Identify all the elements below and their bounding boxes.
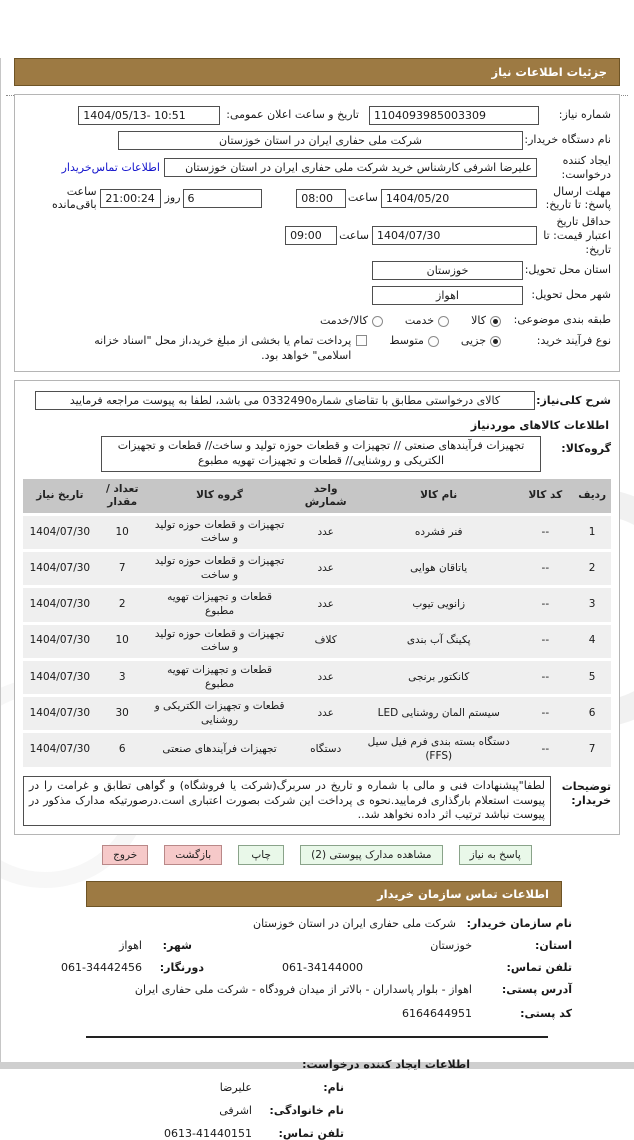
table-cell: 6 [97, 733, 148, 766]
price-validity-hour-field[interactable]: 09:00 [285, 226, 337, 245]
goods-table-body [23, 516, 611, 767]
time-remaining-field[interactable]: 21:00:24 [100, 189, 161, 208]
radio-option-goods-service[interactable] [320, 314, 383, 327]
table-row [23, 625, 611, 658]
goods-group-label: گروه‌کالا: [561, 441, 611, 455]
contact-org-row [20, 917, 572, 930]
creator-info-block [0, 1081, 344, 1140]
table-cell: 2 [97, 588, 148, 621]
table-cell: قطعات و تجهیزات تهویه مطبوع [148, 588, 292, 621]
goods-table-header-cell: گروه کالا [148, 479, 292, 513]
goods-table [23, 476, 611, 770]
request-creator-field[interactable]: علیرضا اشرفی کارشناس خرید شرکت ملی حفاری ایران در استان خوزستان [164, 158, 537, 177]
table-cell: کلاف [291, 625, 360, 658]
table-cell: دستگاه بسته بندی فرم فیل سیل (FFS) [360, 733, 517, 766]
treasury-payment-option[interactable] [67, 334, 367, 363]
process-type-row [23, 334, 611, 363]
table-cell: 1404/07/30 [23, 661, 97, 694]
request-creator-row [23, 154, 611, 182]
contact-phone-fax-row [20, 961, 572, 974]
contact-postal-label: کد پستی: [520, 1007, 572, 1021]
table-cell: 7 [573, 733, 611, 766]
table-row [23, 552, 611, 585]
table-cell: 6 [573, 697, 611, 730]
need-number-label: شماره نیاز: [558, 108, 611, 122]
table-cell: عدد [291, 552, 360, 585]
table-row [23, 661, 611, 694]
table-cell: دستگاه [291, 733, 360, 766]
buyer-notes-field[interactable]: لطفا"پیشنهادات فنی و مالی با شماره و تاریخ در سربرگ(شرکت یا فروشگاه) و گواهی تطابق و غرامت را در پیوست استعلام بارگذاری فرمایید.نحوه ی پرداخت این شرکت بصورت اعتباری است.درصورتیکه مدارک مذکور در پیوست نباشد ترتیب اثر داده نخواهد شد.. [23, 776, 551, 827]
contact-province-city-row [20, 939, 572, 952]
goods-table-header-row [23, 479, 611, 513]
print-button[interactable]: چاپ [238, 845, 284, 865]
radio-icon[interactable] [438, 316, 449, 327]
need-description-field[interactable]: کالای درخواستی مطابق با تقاضای شماره0332490 می باشد، لطفا به پیوست مراجعه فرمایید [35, 391, 535, 410]
table-cell: قطعات و تجهیزات تهویه مطبوع [148, 661, 292, 694]
contact-phone-value: 061-34144000 [282, 961, 363, 975]
table-cell: 1404/07/30 [23, 516, 97, 549]
contact-divider [86, 1036, 548, 1038]
table-cell: 3 [97, 661, 148, 694]
process-type-label: نوع فرآیند خرید: [536, 334, 611, 348]
contact-org-label: نام سازمان خریدار: [466, 917, 572, 931]
radio-icon[interactable] [490, 336, 501, 347]
creator-last-name-value: اشرفی [219, 1104, 252, 1118]
table-cell: 1404/07/30 [23, 733, 97, 766]
contact-city-label: شهر: [162, 939, 192, 953]
goods-info-heading: اطلاعات کالاهای موردنیاز [470, 418, 609, 432]
price-validity-hour-label: ساعت [339, 228, 369, 242]
delivery-city-label: شهر محل تحویل: [531, 288, 611, 302]
request-creator-label: ایجاد کننده درخواست: [561, 154, 611, 181]
buyer-org-row [23, 129, 611, 151]
creator-info-heading: اطلاعات ایجاد کننده درخواست: [302, 1058, 470, 1072]
table-cell: 1404/07/30 [23, 625, 97, 658]
contact-fax-label: دورنگار: [159, 961, 204, 975]
contact-city-value: اهواز [119, 939, 142, 953]
table-cell: یاتاقان هوایی [360, 552, 517, 585]
table-cell: 5 [573, 661, 611, 694]
days-label: روز [164, 191, 181, 205]
creator-last-name-label: نام خانوادگی: [269, 1104, 344, 1118]
reply-deadline-row [23, 185, 611, 213]
table-cell: -- [517, 625, 573, 658]
classification-label: طبقه بندی موضوعی: [513, 313, 611, 327]
delivery-province-row [23, 259, 611, 281]
need-description-label: شرح کلی‌نیاز: [536, 393, 611, 407]
buyer-notes-row [23, 776, 611, 827]
table-cell: 4 [573, 625, 611, 658]
creator-first-name-value: علیرضا [219, 1081, 252, 1095]
contact-postal-value: 6164644951 [402, 1007, 472, 1021]
table-cell: عدد [291, 588, 360, 621]
exit-button[interactable]: خروج [102, 845, 148, 865]
goods-group-row [23, 436, 611, 472]
table-cell: عدد [291, 661, 360, 694]
radio-option-label: کالا [471, 313, 486, 327]
need-info-panel [14, 94, 620, 372]
radio-icon[interactable] [372, 316, 383, 327]
radio-option-label: خدمت [404, 313, 435, 327]
announce-datetime-field[interactable]: 1404/05/13- 10:51 [78, 106, 220, 125]
treasury-payment-label: پرداخت تمام یا بخشی از مبلغ خرید،از محل "اسناد خزانه اسلامی" خواهد بود. [94, 334, 352, 362]
goods-table-header-cell: تعداد / مقدار [97, 479, 148, 513]
reply-deadline-hour-label: ساعت [347, 191, 378, 205]
table-cell: کانکتور برنجی [360, 661, 517, 694]
page-title: جزئیات اطلاعات نیاز [491, 65, 607, 79]
contact-phone-label: تلفن تماس: [506, 961, 572, 975]
table-cell: 10 [97, 516, 148, 549]
contact-fax-value: 061-34442456 [61, 961, 142, 975]
delivery-city-row [23, 284, 611, 306]
goods-table-header-cell: تاریخ نیاز [23, 479, 97, 513]
contact-address-label: آدرس پستی: [501, 983, 572, 997]
days-remaining-field[interactable]: 6 [183, 189, 263, 208]
table-row [23, 733, 611, 766]
table-row [23, 697, 611, 730]
goods-panel [14, 380, 620, 835]
table-cell: سیستم المان روشنایی LED [360, 697, 517, 730]
table-cell: 30 [97, 697, 148, 730]
table-cell: -- [517, 733, 573, 766]
goods-group-field[interactable]: تجهیزات فرآیندهای صنعتی // تجهیزات و قطعات حوزه تولید و ساخت// قطعات و تجهیزات الکتریکی و روشنایی// قطعات و تجهیزات تهویه مطبوع [101, 436, 541, 472]
table-cell: -- [517, 552, 573, 585]
goods-table-header-cell: نام کالا [360, 479, 517, 513]
delivery-province-field[interactable]: خوزستان [372, 261, 523, 280]
radio-option-medium[interactable] [389, 334, 439, 347]
radio-option-label: متوسط [389, 334, 424, 348]
section-header-need-details [14, 58, 620, 86]
reply-deadline-date-field[interactable]: 1404/05/20 [381, 189, 537, 208]
table-cell: تجهیزات و قطعات حوزه تولید و ساخت [148, 516, 292, 549]
radio-option-label: جزیی [460, 334, 486, 348]
contact-postal-row [20, 1007, 572, 1020]
table-cell: 10 [97, 625, 148, 658]
table-cell: زانویی تیوب [360, 588, 517, 621]
table-cell: قطعات و تجهیزات الکتریکی و روشنایی [148, 697, 292, 730]
contact-section-title: اطلاعات تماس سازمان خریدار [377, 887, 549, 902]
buyer-org-field[interactable]: شرکت ملی حفاری ایران در استان خوزستان [118, 131, 523, 150]
contact-province-value: خوزستان [430, 939, 472, 953]
contact-org-value: شرکت ملی حفاری ایران در استان خوزستان [253, 917, 456, 931]
price-validity-date-field[interactable]: 1404/07/30 [372, 226, 537, 245]
radio-icon[interactable] [428, 336, 439, 347]
table-cell: 1404/07/30 [23, 552, 97, 585]
table-cell: 1404/07/30 [23, 588, 97, 621]
contact-province-label: استان: [535, 939, 572, 953]
table-cell: تجهیزات فرآیندهای صنعتی [148, 733, 292, 766]
table-cell: تجهیزات و قطعات حوزه تولید و ساخت [148, 552, 292, 585]
creator-phone-label: تلفن تماس: [278, 1127, 344, 1140]
back-button[interactable]: بازگشت [164, 845, 222, 865]
contact-address-row [20, 983, 572, 998]
classification-row [23, 309, 611, 331]
action-buttons [0, 845, 634, 865]
time-remaining-label: ساعت باقی‌مانده [51, 184, 97, 212]
table-cell: تجهیزات و قطعات حوزه تولید و ساخت [148, 625, 292, 658]
radio-option-service[interactable] [405, 314, 449, 327]
announce-datetime-label: تاریخ و ساعت اعلان عمومی: [226, 108, 359, 122]
table-cell: 7 [97, 552, 148, 585]
need-number-row [23, 104, 611, 126]
radio-option-label: کالا/خدمت [320, 313, 368, 327]
creator-phone-row [0, 1127, 344, 1140]
need-description-row [23, 390, 611, 412]
buyer-contact-block [20, 917, 572, 1020]
need-number-field[interactable]: 1104093985003309 [369, 106, 539, 125]
table-cell: فنر فشرده [360, 516, 517, 549]
goods-table-header-cell: کد کالا [517, 479, 573, 513]
table-cell: -- [517, 516, 573, 549]
creator-first-name-label: نام: [323, 1081, 344, 1095]
table-cell: 1 [573, 516, 611, 549]
reply-deadline-hour-field[interactable]: 08:00 [296, 189, 346, 208]
buyer-org-label: نام دستگاه خریدار: [524, 133, 611, 147]
reply-to-need-button[interactable]: پاسخ به نیاز [459, 845, 532, 865]
reply-deadline-label: مهلت ارسال پاسخ: تا تاریخ: [545, 184, 611, 212]
table-row [23, 516, 611, 549]
buyer-contact-link[interactable]: اطلاعات تماس‌خریدار [61, 161, 160, 175]
creator-first-name-row [0, 1081, 344, 1094]
checkbox-icon[interactable] [356, 335, 367, 346]
table-cell: -- [517, 697, 573, 730]
creator-last-name-row [0, 1104, 344, 1117]
table-cell: عدد [291, 516, 360, 549]
view-attached-docs-button[interactable]: مشاهده مدارک پیوستی (2) [300, 845, 442, 865]
goods-table-header-cell: واحد شمارش [291, 479, 360, 513]
price-validity-row [23, 215, 611, 256]
table-cell: 2 [573, 552, 611, 585]
buyer-notes-label: توضیحات خریدار: [561, 779, 611, 807]
table-cell: پکینگ آب بندی [360, 625, 517, 658]
radio-icon[interactable] [490, 316, 501, 327]
delivery-city-field[interactable]: اهواز [372, 286, 523, 305]
radio-option-minor[interactable] [461, 334, 501, 347]
price-validity-label: حداقل تاریخ اعتبار قیمت: تا تاریخ: [543, 215, 611, 256]
table-cell: 1404/07/30 [23, 697, 97, 730]
table-cell: -- [517, 588, 573, 621]
table-cell: 3 [573, 588, 611, 621]
creator-phone-value: 0613-41440151 [164, 1127, 252, 1140]
table-cell: عدد [291, 697, 360, 730]
table-row [23, 588, 611, 621]
table-cell: -- [517, 661, 573, 694]
goods-table-header-cell: ردیف [573, 479, 611, 513]
section-header-buyer-contact [86, 881, 562, 907]
contact-address-value: اهواز - بلوار پاسداران - بالاتر از میدان فرودگاه - شرکت ملی حفاری ایران [134, 983, 472, 997]
radio-option-goods[interactable] [471, 314, 501, 327]
delivery-province-label: استان محل تحویل: [524, 263, 611, 277]
